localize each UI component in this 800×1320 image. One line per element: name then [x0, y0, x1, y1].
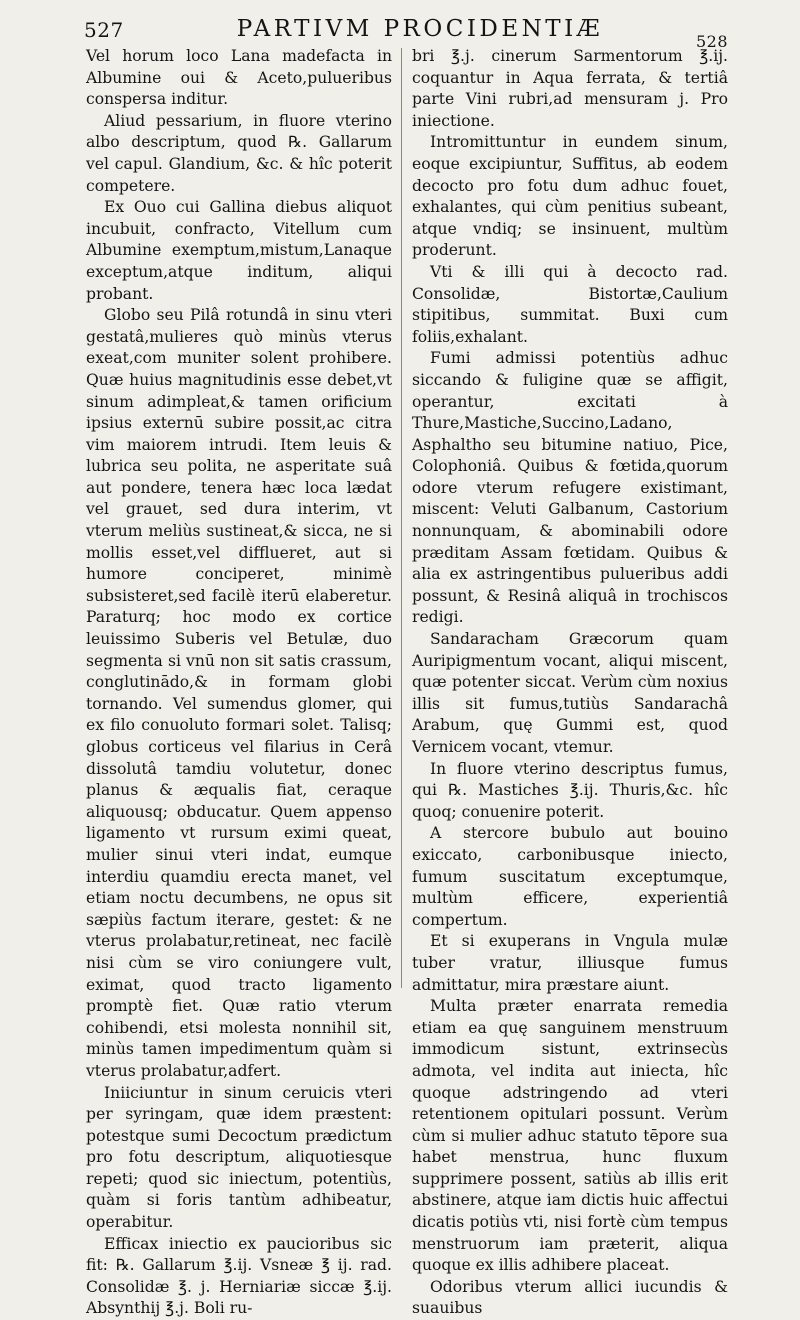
- paragraph: Ex Ouo cui Gallina diebus aliquot incubuit, confracto, Vitellum cum Albumine exemptum,mistum,Lanaque exceptum,atque inditum, aliqui probant.: [86, 198, 392, 303]
- paragraph: Multa præter enarrata remedia etiam ea quę sanguinem menstruum immodicum sistunt, extrinsecùs admota, vel indita aut iniecta, hîc quoque adstringendo ad vteri retentionem opitulari possunt. Verùm cùm si mulier adhuc statuto tēpore sua habet menstrua, hunc fluxum supprimere possent, satiùs ab illis erit abstinere, atque iam dictis huic affectui dicatis potiùs vti, nisi fortè cùm tempus menstruorum iam præterit, aliqua quoque ex illis adhibere placeat.: [412, 997, 728, 1275]
- paragraph: Globo seu Pilâ rotundâ in sinu vteri gestatâ,mulieres quò minùs vterus exeat,com muniter solent prohibere. Quæ huius magnitudinis esse debet,vt sinum adimpleat,& tamen orificium ipsius externū subire possit,ac citra vim maiorem intrudi. Item leuis & lubrica seu polita, ne asperitate suâ aut pondere, tenera hæc loca lædat vel grauet, sed dura interim, vt vterum meliùs sustineat,& sicca, ne si mollis esset,vel difflueret, aut si humore conciperet, minimè subsisteret,sed facilè iterū elaberetur. Paraturq; hoc modo ex cortice leuissimo Suberis vel Betulæ, duo segmenta si vnū non sit satis crassum, conglutinādo,& in formam globi tornando. Vel sumendus glomer, qui ex filo conuoluto formari solet. Talisq; globus corticeus vel filarius in Cerâ dissolutâ tamdiu volutetur, donec planus & æqualis fiat, ceraque aliquousq; obducatur. Quem appenso ligamento vt rursum eximi queat, mulier sinui vteri indat, eumque interdiu quamdiu erecta manet, vel etiam noctu decumbens, ne opus sit sæpiùs factum iterare, gestet: & ne vterus prolabatur,retineat, nec facilè nisi cùm se viro coniungere vult, eximat, quod tracto ligamento promptè fiet. Quæ ratio vterum cohibendi, etsi molesta nonnihil sit, minùs tamen impedimentum quàm si vterus prolabatur,adfert.: [86, 306, 392, 1080]
- paragraph: Sandaracham Græcorum quam Auripigmentum vocant, aliqui miscent, quæ potenter siccat. Verùm cùm noxius illis sit fumus,tutiùs Sandarachâ Arabum, quę Gummi est, quod Vernicem vocant, vtemur.: [412, 630, 728, 756]
- paragraph: Efficax iniectio ex paucioribus sic fit: ℞. Gallarum ℥.ij. Vsneæ ℥ ij. rad. Consolidæ ℥. j. Herniariæ siccæ ℥.ij. Absynthij ℥.j. Boli ru-: [86, 1234, 392, 1318]
- paragraph: Odoribus vterum allici iucundis & suauibus: [412, 1277, 728, 1318]
- paragraph: In fluore vterino descriptus fumus, qui ℞. Mastiches ℥.ij. Thuris,&c. hîc quoq; conuenire poterit.: [412, 759, 728, 821]
- paragraph: Intromittuntur in eundem sinum, eoque excipiuntur, Suffitus, ab eodem decocto pro fotu dum adhuc fouet, exhalantes, qui cùm penitius subeant, atque vndiq; se insinuent, multùm proderunt.: [412, 133, 728, 260]
- paragraph: A stercore bubulo aut bouino exiccato, carbonibusque iniecto, fumum suscitatum exceptumque, multùm efficere, experientiâ compertum.: [412, 824, 728, 929]
- page-number-right: 528: [696, 32, 729, 51]
- paragraph: Fumi admissi potentiùs adhuc siccando & fuligine quæ se affigit, operantur, excitati à Thure,Mastiche,Succino,Ladano, Asphaltho seu bitumine natiuo, Pice, Colophoniâ. Quibus & fœtida,quorum odore vterum refugere existimant, miscent: Veluti Galbanum, Castorium nonnunquam, & abominabili odore præditam Assam fœtidam. Quibus & alia ex astringentibus pulueribus addi possunt, & Resinâ aliquâ in trochiscos redigi.: [412, 349, 728, 627]
- paragraph: Vel horum loco Lana madefacta in Albumine oui & Aceto,pulueribus conspersa inditur.: [86, 47, 392, 109]
- paragraph: Vti & illi qui à decocto rad. Consolidæ, Bistortæ,Caulium stipitibus, summitat. Buxi cum foliis,exhalant.: [412, 262, 728, 346]
- left-column: [86, 46, 392, 1320]
- running-title: PARTIVM PROCIDENTIÆ: [236, 16, 604, 42]
- column-divider: [401, 48, 402, 988]
- paragraph: Et si exuperans in Vngula mulæ tuber vratur, illiusque fumus admittatur, mira præstare aiunt.: [412, 932, 728, 994]
- paragraph: Aliud pessarium, in fluore vterino albo descriptum, quod ℞. Gallarum vel capul. Glandium, &c. & hîc poterit competere.: [86, 111, 392, 195]
- page-number-left: 527: [84, 18, 124, 42]
- paragraph: bri ℥.j. cinerum Sarmentorum ℥.ij. coquantur in Aqua ferrata, & tertiâ parte Vini rubri,ad mensuram j. Pro iniectione.: [412, 47, 728, 130]
- paragraph: Iniiciuntur in sinum ceruicis vteri per syringam, quæ idem præstent: potestque sumi Decoctum prædictum pro fotu descriptum, aliquotiesque repeti; quod sic iniectum, potentiùs, quàm si foris tantùm adhibeatur, operabitur.: [86, 1083, 392, 1232]
- right-column: [412, 46, 728, 1320]
